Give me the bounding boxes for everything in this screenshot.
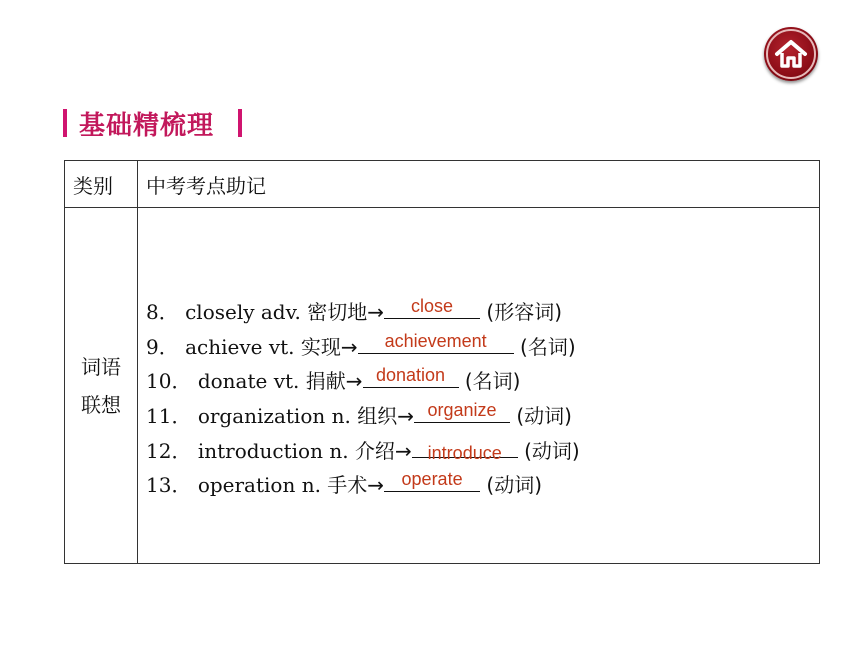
item-pos: (动词) — [486, 473, 543, 498]
arrow-glyph: → — [394, 438, 412, 463]
item-pos: (形容词) — [486, 300, 562, 325]
list-item — [146, 399, 818, 434]
item-word: organization n. — [197, 404, 351, 428]
answer-text: introduce — [427, 442, 502, 463]
arrow-glyph: → — [367, 473, 385, 498]
answer-blank — [412, 437, 518, 463]
item-number: 12． — [146, 438, 192, 463]
item-word: achieve vt. — [185, 334, 295, 359]
item-chinese: 实现 — [300, 334, 341, 359]
item-pos: (动词) — [516, 404, 572, 428]
home-button[interactable] — [764, 27, 818, 81]
arrow-glyph: → — [345, 369, 363, 394]
answer-text: organize — [427, 400, 497, 420]
item-number: 13． — [146, 473, 192, 498]
item-chinese: 手术 — [327, 473, 368, 498]
list-item — [146, 468, 818, 503]
item-number: 11． — [146, 404, 192, 428]
answer-blank — [363, 367, 459, 388]
items-cell — [138, 208, 820, 564]
home-icon — [773, 36, 809, 72]
item-number: 9． — [146, 334, 179, 359]
section-title — [63, 106, 242, 140]
table-body-row — [65, 208, 820, 564]
category-cell — [65, 208, 138, 564]
answer-text: achievement — [384, 330, 487, 351]
category-line-1: 词语 — [81, 354, 121, 379]
header-content: 中考考点助记 — [138, 161, 820, 208]
item-chinese: 密切地 — [307, 300, 368, 325]
answer-blank — [358, 330, 514, 354]
list-item — [146, 330, 818, 365]
item-pos: (名词) — [464, 369, 521, 394]
arrow-glyph: → — [367, 300, 385, 325]
item-chinese: 介绍 — [354, 438, 395, 463]
item-chinese: 捐献 — [305, 369, 346, 394]
header-category: 类别 — [65, 161, 138, 208]
answer-text: operate — [401, 469, 463, 490]
answer-text: donation — [375, 365, 446, 386]
item-number: 10． — [146, 369, 192, 394]
title-bar-right — [238, 109, 242, 137]
answer-text: close — [411, 296, 454, 317]
category-line-2: 联想 — [81, 392, 121, 417]
item-word: donate vt. — [197, 369, 300, 394]
item-word: introduction n. — [197, 438, 349, 463]
item-pos: (动词) — [524, 438, 580, 463]
item-word: closely adv. — [185, 300, 301, 325]
section-title-text: 基础精梳理 — [79, 110, 215, 141]
list-item — [146, 434, 818, 469]
title-bar-left — [63, 109, 67, 137]
answer-blank — [414, 402, 510, 423]
answer-blank — [384, 298, 480, 319]
item-number: 8． — [146, 300, 179, 325]
arrow-glyph: → — [397, 404, 414, 428]
answer-blank — [384, 471, 480, 492]
list-item — [146, 295, 818, 330]
table-header-row — [65, 161, 820, 208]
arrow-glyph: → — [340, 334, 358, 359]
item-word: operation n. — [197, 473, 321, 498]
list-item — [146, 364, 818, 399]
item-pos: (名词) — [520, 334, 576, 359]
vocab-table — [64, 160, 820, 564]
item-chinese: 组织 — [357, 404, 398, 428]
